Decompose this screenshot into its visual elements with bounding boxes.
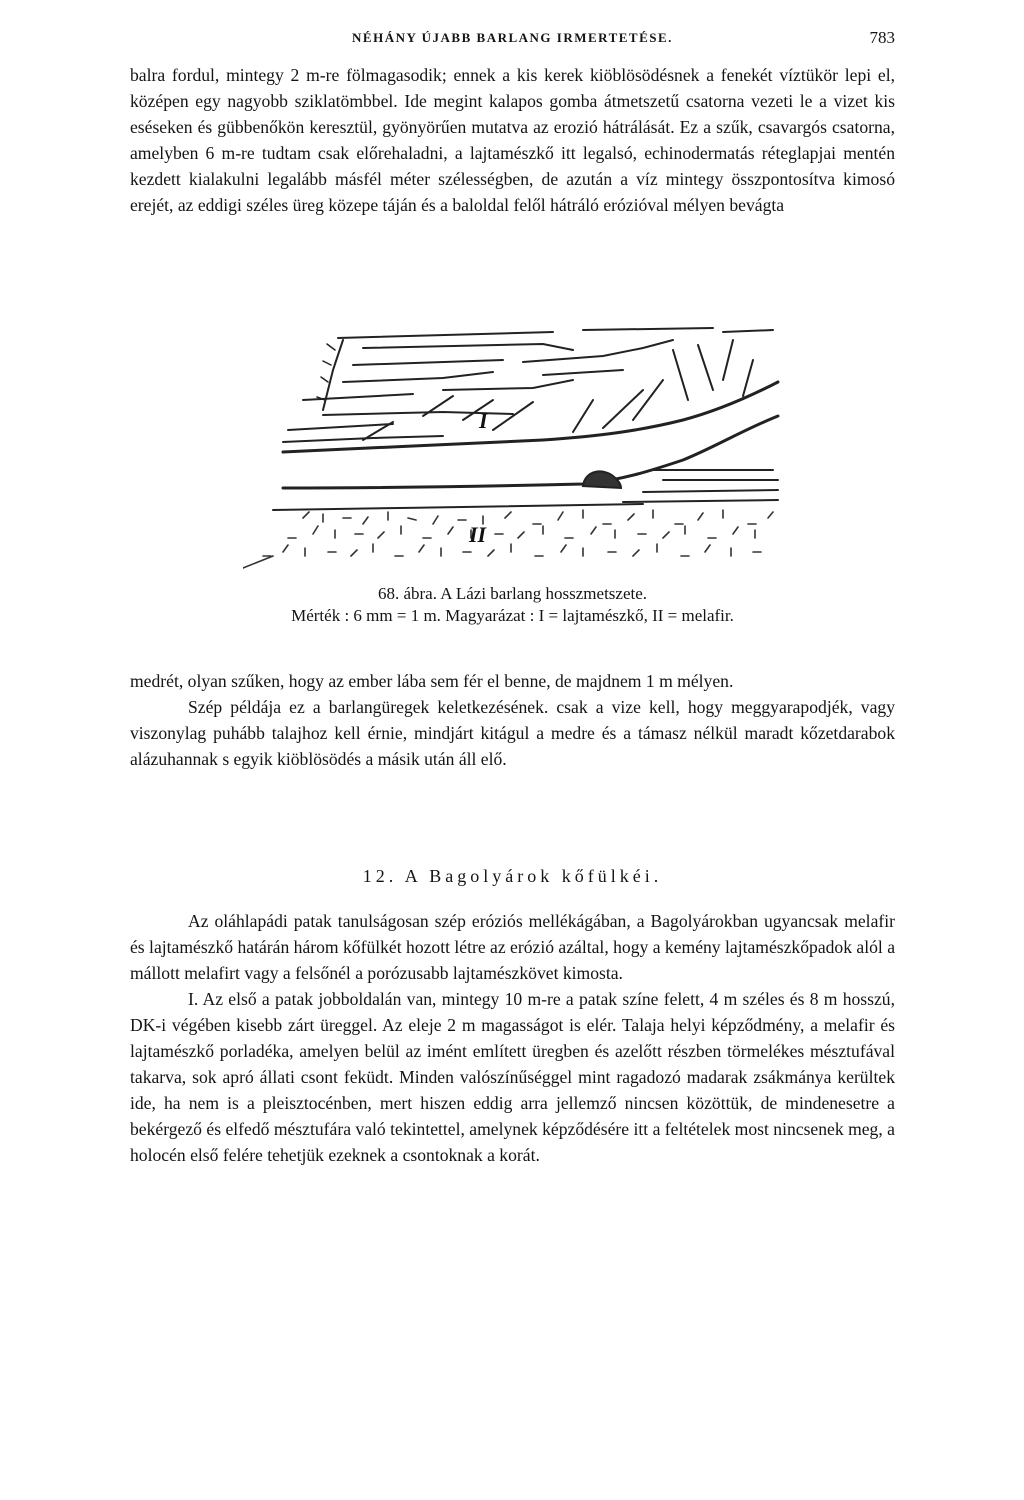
page-number: 783 <box>869 28 895 47</box>
cave-cross-section-figure <box>243 320 783 570</box>
section-heading: 12. A Bagolyárok kőfülkéi. <box>362 866 663 886</box>
body-text-top <box>130 62 895 218</box>
paragraph: Szép példája ez a barlangüregek keletkezésének. csak a vize kell, hogy meggyarapodjék, vagy viszonylag puhább talajhoz kell érnie, mindjárt kitágul a medre és a támasz nélkül maradt kőzetdarabok alázuhannak s egyik kiöblösödés a másik után áll elő. <box>130 697 895 769</box>
figure-caption-legend: Mérték : 6 mm = 1 m. Magyarázat : I = lajtamészkő, II = melafir. <box>291 606 734 625</box>
label-I: I <box>479 408 488 433</box>
running-title: NÉHÁNY ÚJABB BARLANG IRMERTETÉSE. <box>352 30 673 45</box>
figure-caption-title: 68. ábra. A Lázi barlang hosszmetszete. <box>377 584 648 603</box>
page-header <box>130 30 895 54</box>
paragraph: Az oláhlapádi patak tanulságosan szép eróziós mellékágában, a Bagolyárokban ugyancsak melafir és lajtamészkő határán három kőfülkét hozott létre az erózió azáltal, hogy a kemény lajtamészkőpadok alól a mállott melafirt vagy a felsőnél a porózusabb lajtamészkövet kimosta. <box>130 911 896 983</box>
body-text-middle <box>130 668 895 772</box>
cave-cross-section-drawing <box>243 320 783 570</box>
body-text-bottom <box>130 908 895 1168</box>
paragraph: I. Az első a patak jobboldalán van, mintegy 10 m-re a patak színe felett, 4 m széles és 8 m hosszú, DK-i végében kisebb zárt üreggel. Az eleje 2 m magasságot is elér. Talaja helyi képződmény, a melafir és lajtamészkő porladéka, amelyen belül az imént említett üregben és azelőtt részben törmelékes mésztufával takarva, sok apró állati csont feküdt. Minden valószínűséggel mint ragadozó madarak zsákmánya kerültek ide, ha nem is a pleisztocénben, mert hiszen eddig arra jellemző nincsen közöttük, de mindenesetre a bekérgező és elfedő mésztufára való tekintettel, amelynek képződésére itt a feltételek most nincsenek meg, a holocén első felére tehetjük ezeknek a csontoknak a korát. <box>130 989 895 1165</box>
label-II: II <box>469 522 487 547</box>
paragraph: balra fordul, mintegy 2 m-re fölmagasodik; ennek a kis kerek kiöblösödésnek a fenekét víztükör lepi el, középen egy nagyobb sziklatömbbel. Ide megint kalapos gomba átmetszetű csatorna vezeti le a vizet kis eséseken és gübbenőkön keresztül, gyönyörűen mutatva az erozió hátrálását. Ez a szűk, csavargós csatorna, amelyben 6 m-re tudtam csak előrehaladni, a lajtamészkő itt legalsó, echinodermatás réteglapjai mentén kezdett kialakulni legalább másfél méter szélességben, de azután a víz mintegy összpontosítva kimosó erejét, az eddigi széles üreg közepe táján és a baloldal felől hátráló erózióval mélyen bevágta <box>130 65 895 215</box>
paragraph: medrét, olyan szűken, hogy az ember lába sem fér el benne, de majdnem 1 m mélyen. <box>130 671 734 691</box>
